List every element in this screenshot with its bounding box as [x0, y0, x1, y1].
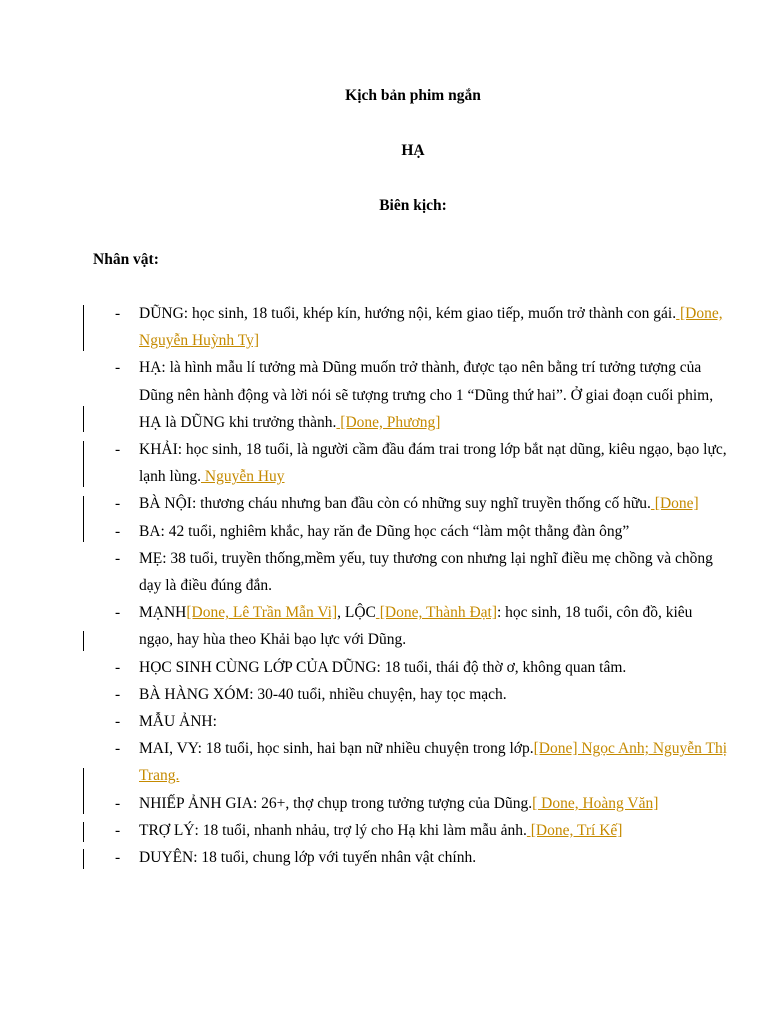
writer-label: Biên kịch: — [379, 197, 447, 214]
list-item — [0, 300, 768, 354]
list-item — [0, 490, 768, 517]
bullet-dash: - — [115, 740, 121, 758]
comment-link[interactable]: [Done] — [650, 495, 699, 513]
characters-heading: Nhân vật: — [93, 251, 159, 268]
bullet-dash: - — [115, 821, 121, 839]
comment-link[interactable]: [Done] Ngọc Anh; Nguyễn Thị Trang. — [139, 740, 728, 785]
bullet-dash: - — [115, 685, 121, 703]
character-description: HẠ: là hình mẫu lí tưởng mà Dũng muốn trở thành, được tạo nên bằng trí tưởng tượng của Dũng nên hành động và lời nói sẽ tượng trưng cho 1 “Dũng thứ hai”. Ở giai đoạn cuối phim, HẠ là DŨNG khi trưởng thành. — [139, 359, 714, 431]
character-description: MAI, VY: 18 tuổi, học sinh, hai bạn nữ nhiều chuyện trong lớp. — [139, 740, 534, 758]
character-description: BÀ NỘI: thương cháu nhưng ban đầu còn có những suy nghĩ truyền thống cố hữu. — [139, 495, 651, 513]
character-description: : học sinh, 18 tuổi, côn đồ, kiêu ngạo, hay hùa theo Khải bạo lực với Dũng. — [139, 604, 693, 649]
comment-link[interactable]: [Done, Phương] — [336, 413, 441, 431]
list-item — [0, 790, 768, 817]
character-description: KHẢI: học sinh, 18 tuổi, là người cầm đầu đám trai trong lớp bắt nạt dũng, kiêu ngạo, bạo lực, lạnh lùng. — [139, 441, 727, 486]
list-item — [0, 518, 768, 545]
character-description: MẸ: 38 tuổi, truyền thống,mềm yếu, tuy thương con nhưng lại nghĩ điều mẹ chồng và chồng dạy là điều đúng đắn. — [139, 549, 713, 595]
bullet-dash: - — [115, 794, 121, 812]
list-item — [0, 708, 768, 735]
list-item — [0, 844, 768, 871]
comment-link[interactable]: [ Done, Hoàng Văn] — [532, 794, 659, 812]
character-list — [0, 300, 768, 871]
list-item — [0, 681, 768, 708]
bullet-dash: - — [115, 849, 121, 867]
bullet-dash: - — [115, 549, 121, 567]
bullet-dash: - — [115, 713, 121, 731]
bullet-dash: - — [115, 604, 121, 622]
bullet-dash: - — [115, 522, 121, 540]
bullet-dash: - — [115, 658, 121, 676]
film-name: HẠ — [401, 142, 425, 159]
character-description: BÀ HÀNG XÓM: 30-40 tuổi, nhiều chuyện, hay tọc mạch. — [139, 685, 507, 703]
comment-link[interactable]: [Done, Trí Kế] — [526, 821, 623, 839]
list-item — [0, 354, 768, 436]
bullet-dash: - — [115, 495, 121, 513]
list-item — [0, 735, 768, 789]
comment-link[interactable]: [Done, Thành Đạt] — [375, 604, 497, 622]
bullet-dash: - — [115, 305, 121, 322]
character-description: HỌC SINH CÙNG LỚP CỦA DŨNG: 18 tuổi, thái độ thờ ơ, không quan tâm. — [139, 658, 627, 676]
comment-link[interactable]: Nguyễn Huy — [201, 468, 285, 486]
character-name: MẠNH — [139, 604, 187, 622]
document-title: Kịch bản phim ngắn — [345, 87, 481, 104]
comment-link[interactable]: [Done, Lê Trần Mẫn Vi] — [186, 604, 338, 622]
character-description: MẪU ẢNH: — [139, 713, 217, 731]
bullet-dash: - — [115, 441, 121, 459]
character-description: TRỢ LÝ: 18 tuổi, nhanh nhảu, trợ lý cho Hạ khi làm mẫu ảnh. — [139, 821, 527, 839]
list-item — [0, 545, 768, 599]
comment-link[interactable]: [Done, Nguyễn Huỳnh Ty] — [139, 305, 723, 350]
character-description: DŨNG: học sinh, 18 tuổi, khép kín, hướng nội, kém giao tiếp, muốn trở thành con gái. — [139, 305, 677, 322]
character-description: NHIẾP ẢNH GIA: 26+, thợ chụp trong tưởng tượng của Dũng. — [139, 794, 533, 812]
character-description: BA: 42 tuổi, nghiêm khắc, hay răn đe Dũng học cách “làm một thằng đàn ông” — [139, 522, 630, 540]
list-item — [0, 817, 768, 844]
bullet-dash: - — [115, 359, 121, 377]
list-item — [0, 654, 768, 681]
list-item — [0, 436, 768, 490]
list-item — [0, 599, 768, 653]
character-name: , LỘC — [337, 604, 376, 622]
character-description: DUYÊN: 18 tuổi, chung lớp với tuyến nhân vật chính. — [139, 849, 477, 867]
